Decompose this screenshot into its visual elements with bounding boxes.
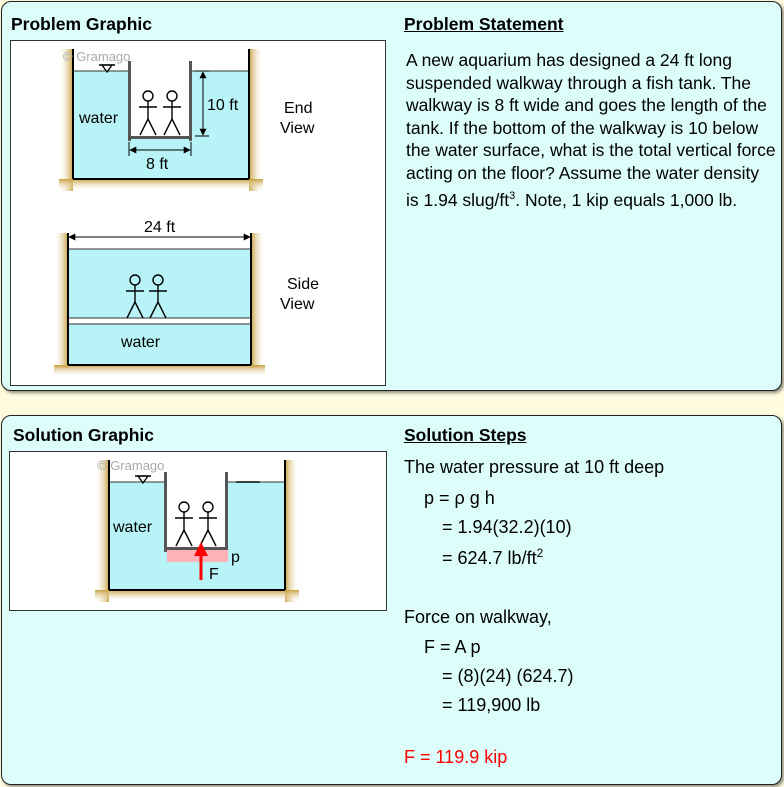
final-result: F = 119.9 kip <box>404 747 508 767</box>
step-line-6: F = A p <box>424 637 481 657</box>
end-view-label-1: End <box>284 100 313 117</box>
step-line-4 <box>442 546 543 569</box>
pressure-label: p <box>231 549 240 566</box>
step-line-5: Force on walkway, <box>404 607 552 627</box>
end-view-label-2: View <box>280 120 315 137</box>
side-view-label-2: View <box>280 296 315 313</box>
problem-figure <box>11 41 385 385</box>
problem-statement-text <box>406 49 776 211</box>
solution-graphic-heading: Solution Graphic <box>13 425 154 445</box>
water-label: water <box>113 519 153 536</box>
step-line-1: The water pressure at 10 ft deep <box>404 457 665 477</box>
side-view-label-1: Side <box>287 276 320 293</box>
step-line-8: = 119,900 lb <box>442 695 541 715</box>
step-line-4-sup: 2 <box>536 546 544 560</box>
solution-figure <box>10 452 386 610</box>
watermark: © Gramago <box>97 458 165 473</box>
step-line-7: = (8)(24) (624.7) <box>442 666 574 686</box>
water-label: water <box>79 110 119 127</box>
force-label: F <box>209 566 219 583</box>
problem-graphic-heading: Problem Graphic <box>11 14 153 34</box>
side-water-label: water <box>121 334 161 351</box>
statement-end: . Note, 1 kip equals 1,000 lb. <box>515 189 738 210</box>
solution-steps-heading: Solution Steps <box>404 425 527 445</box>
depth-label: 10 ft <box>207 97 239 114</box>
length-label: 24 ft <box>144 219 176 236</box>
solution-graphic <box>9 451 387 611</box>
problem-statement-heading: Problem Statement <box>404 14 564 34</box>
width-label: 8 ft <box>146 156 169 173</box>
watermark: © Gramago <box>63 49 131 64</box>
statement-main: A new aquarium has designed a 24 ft long suspended walkway through a fish tank. The walkway is 8 ft wide and goes the length of the tank. If the bottom of the walkway is 10 below the water surface, what is the total vertical force acting on the floor? Assume the water density is 1.94 slug/ft <box>406 50 776 210</box>
step-line-2: p = ρ g h <box>424 488 495 508</box>
step-line-4-text: = 624.7 lb/ft <box>442 548 537 568</box>
step-line-3: = 1.94(32.2)(10) <box>442 517 572 537</box>
statement-superscript: 3 <box>509 189 516 202</box>
problem-graphic <box>10 40 386 386</box>
